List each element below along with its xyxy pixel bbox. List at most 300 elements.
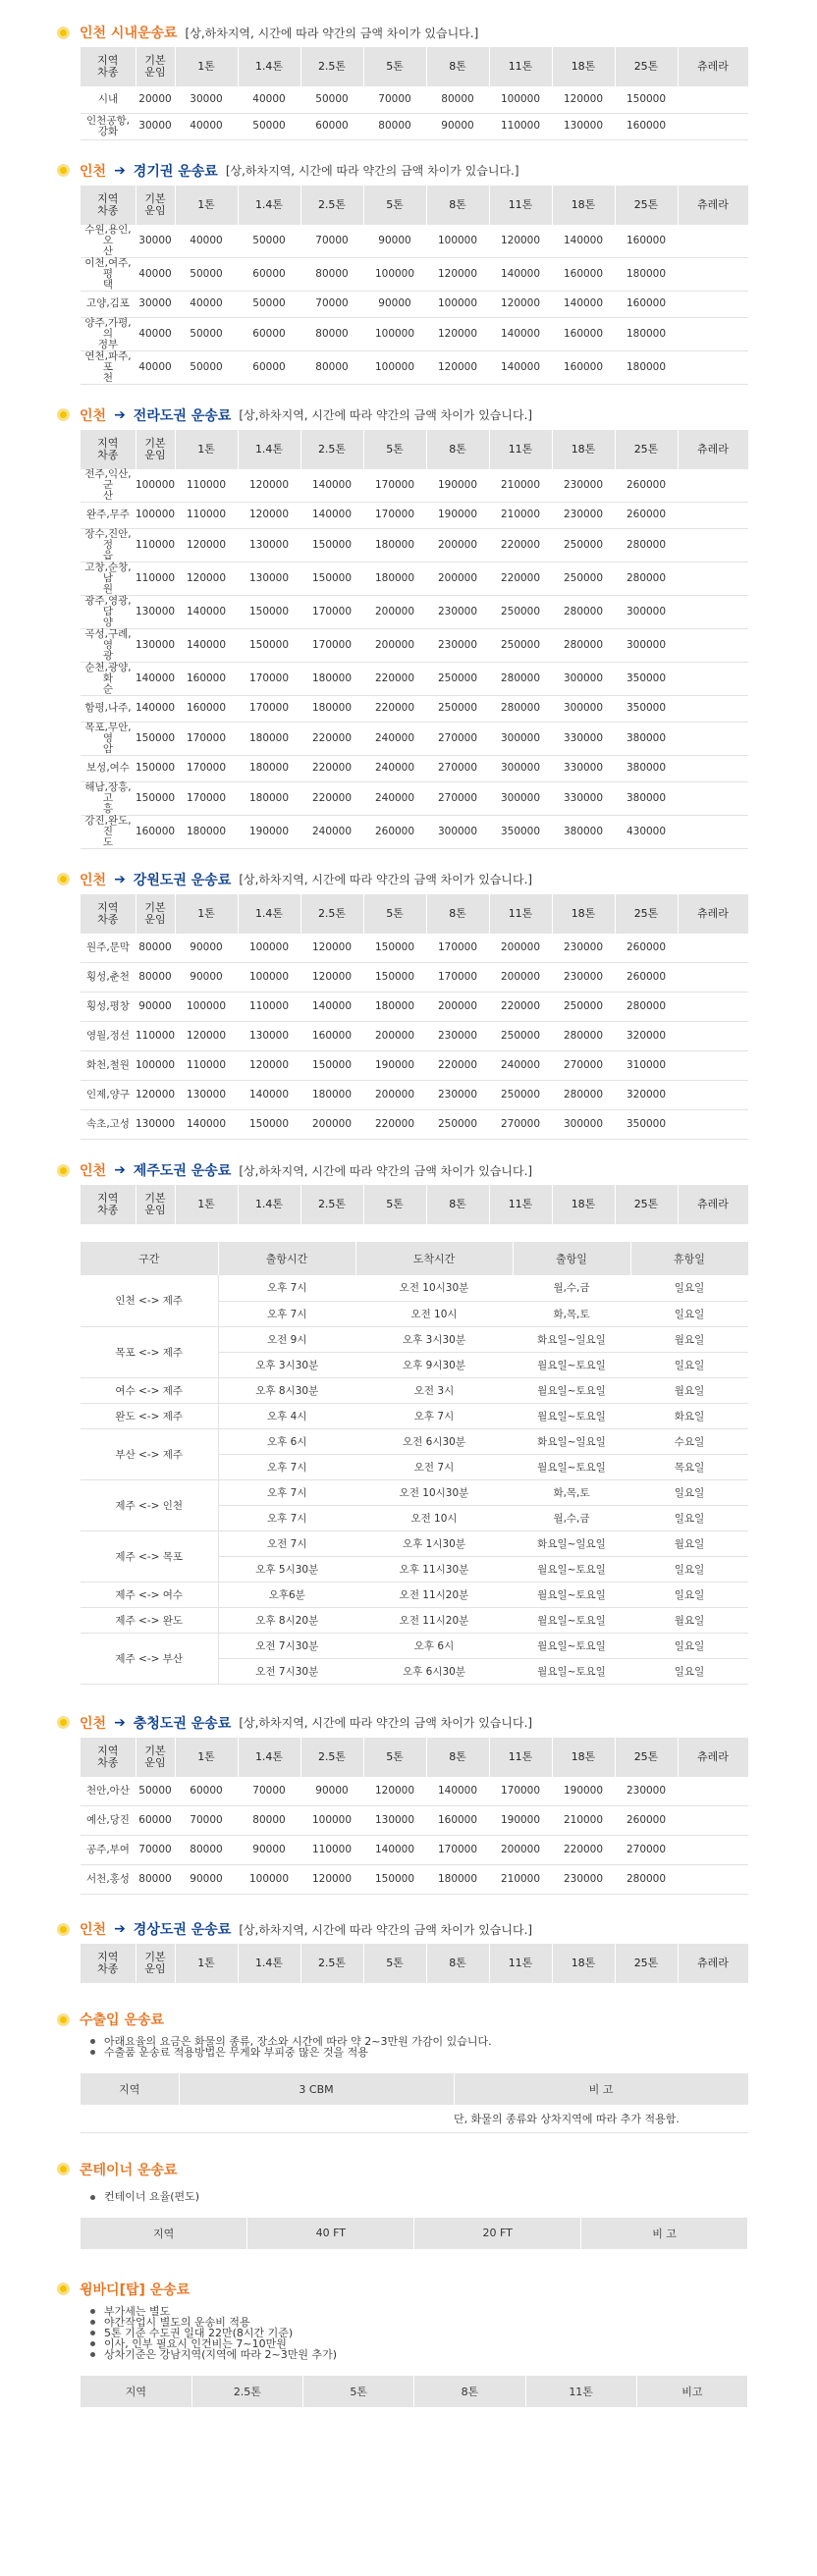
table-row <box>81 350 748 384</box>
fare-cell: 190000 <box>552 1777 615 1806</box>
origin-label: 인천 <box>80 1922 107 1938</box>
arrival-cell: 오전 10시30분 <box>355 1479 513 1505</box>
list-item: 상차기준은 강남지역(지역에 따라 2~3만원 추가) <box>90 2349 817 2360</box>
remark-cell: 단, 화물의 종류와 상차지역에 따라 추가 적용함. <box>454 2105 748 2132</box>
departure-cell: 오전 7시30분 <box>218 1633 355 1658</box>
base-fare-cell: 130000 <box>136 595 175 628</box>
fare-cell: 120000 <box>489 225 552 258</box>
fare-cell: 300000 <box>426 815 489 848</box>
fare-cell: 150000 <box>300 528 363 562</box>
column-header-tonnage: 8톤 <box>426 430 489 469</box>
column-header-base: 기본 운임 <box>136 1944 175 1983</box>
column-header-tonnage: 1톤 <box>175 894 238 934</box>
region-cell: 보성,여수 <box>81 755 136 781</box>
fare-cell <box>678 86 748 113</box>
column-header-base: 기본 운임 <box>136 430 175 469</box>
fare-cell: 140000 <box>175 595 238 628</box>
column-header-region: 지역 차종 <box>81 47 136 86</box>
destination-label: 강원도권 운송료 <box>133 872 232 888</box>
departure-cell: 오후 8시20분 <box>218 1607 355 1633</box>
table-row <box>81 781 748 815</box>
fare-cell: 280000 <box>489 695 552 722</box>
fare-cell: 130000 <box>238 562 300 595</box>
arrival-cell: 오후 1시30분 <box>355 1530 513 1556</box>
fare-cell: 110000 <box>175 469 238 503</box>
column-header-tonnage: 18톤 <box>552 1185 615 1224</box>
fare-cell: 200000 <box>363 595 426 628</box>
table-header-row <box>81 2218 748 2249</box>
fare-cell: 380000 <box>615 755 678 781</box>
fare-cell: 300000 <box>489 755 552 781</box>
fare-cell: 110000 <box>238 993 300 1022</box>
table-header-row <box>81 1242 748 1275</box>
column-header-tonnage: 18톤 <box>552 894 615 934</box>
fare-cell: 90000 <box>363 291 426 317</box>
fare-cell: 50000 <box>238 113 300 139</box>
fare-cell: 170000 <box>175 755 238 781</box>
fare-cell: 170000 <box>238 695 300 722</box>
table-row <box>81 1051 748 1081</box>
table-row <box>81 1110 748 1140</box>
table-row <box>81 225 748 258</box>
region-cell: 장수,진안,정 읍 <box>81 528 136 562</box>
base-fare-cell: 30000 <box>136 113 175 139</box>
fare-cell: 90000 <box>300 1777 363 1806</box>
region-cell: 고창,순창,남 원 <box>81 562 136 595</box>
fare-cell: 140000 <box>175 1110 238 1140</box>
list-item: 아래요율의 요금은 화물의 종류, 장소와 시간에 따라 약 2~3만원 가감이 있습니다. <box>90 2036 817 2047</box>
closed-day-cell: 일요일 <box>630 1275 748 1301</box>
table-cell <box>179 2105 454 2132</box>
rate-table-wrap <box>81 894 748 1141</box>
arrival-cell: 오전 10시30분 <box>355 1275 513 1301</box>
column-header-tonnage: 5톤 <box>363 430 426 469</box>
table-row <box>81 815 748 848</box>
fare-cell: 140000 <box>426 1777 489 1806</box>
arrival-cell: 오전 7시 <box>355 1454 513 1479</box>
fare-cell <box>678 350 748 384</box>
fare-cell: 100000 <box>426 225 489 258</box>
base-fare-cell: 130000 <box>136 1110 175 1140</box>
fare-cell: 120000 <box>426 350 489 384</box>
sailing-days-cell: 월요일~토요일 <box>513 1403 630 1428</box>
fare-cell: 170000 <box>426 934 489 963</box>
table-row <box>81 257 748 291</box>
column-header-tonnage: 25톤 <box>615 186 678 225</box>
notes-list <box>90 2306 817 2360</box>
table-row <box>81 1275 748 1301</box>
column-header-tonnage: 2.5톤 <box>300 186 363 225</box>
fare-cell: 90000 <box>175 1865 238 1895</box>
base-fare-cell: 130000 <box>136 628 175 662</box>
arrival-cell: 오전 3시 <box>355 1377 513 1403</box>
fare-cell: 150000 <box>300 562 363 595</box>
fare-cell: 250000 <box>552 562 615 595</box>
fare-cell: 190000 <box>363 1051 426 1081</box>
section-title <box>57 1708 817 1738</box>
region-cell: 속초,고성 <box>81 1110 136 1140</box>
closed-day-cell: 일요일 <box>630 1479 748 1505</box>
fare-cell: 220000 <box>363 1110 426 1140</box>
rate-table-wrap <box>81 186 748 385</box>
closed-day-cell: 일요일 <box>630 1582 748 1607</box>
fare-cell: 180000 <box>615 317 678 350</box>
fare-cell: 120000 <box>238 1051 300 1081</box>
column-header-tonnage: 1톤 <box>175 430 238 469</box>
table-row <box>81 934 748 963</box>
table-header-row <box>81 1185 748 1224</box>
sailing-days-cell: 월요일~토요일 <box>513 1454 630 1479</box>
ferry-table-wrap <box>81 1242 748 1685</box>
fare-cell: 130000 <box>552 113 615 139</box>
departure-cell: 오후 7시 <box>218 1275 355 1301</box>
table-row <box>81 562 748 595</box>
region-cell: 고양,김포 <box>81 291 136 317</box>
column-header-tonnage: 11톤 <box>489 186 552 225</box>
column-header-tonnage: 5톤 <box>363 1185 426 1224</box>
column-header: 지역 <box>81 2376 191 2407</box>
column-header-tonnage: 11톤 <box>489 47 552 86</box>
fare-cell: 90000 <box>175 963 238 993</box>
fare-cell: 280000 <box>615 562 678 595</box>
arrow-right-icon: ➔ <box>114 1714 126 1731</box>
fare-cell: 140000 <box>552 225 615 258</box>
column-header-tonnage: 1.4톤 <box>238 1185 300 1224</box>
fare-cell: 160000 <box>300 1022 363 1051</box>
fare-cell: 140000 <box>300 502 363 528</box>
fare-cell: 200000 <box>489 963 552 993</box>
departure-cell: 오후 7시 <box>218 1454 355 1479</box>
fare-cell: 260000 <box>615 934 678 963</box>
fare-cell: 130000 <box>238 528 300 562</box>
section-title <box>57 2275 817 2304</box>
table-row <box>81 1403 748 1428</box>
fare-cell: 40000 <box>175 225 238 258</box>
fare-cell: 110000 <box>300 1836 363 1865</box>
fare-cell: 270000 <box>552 1051 615 1081</box>
circle-bullet-icon <box>57 2013 70 2026</box>
section-title <box>57 865 817 894</box>
section-container <box>57 2155 817 2249</box>
fare-cell: 200000 <box>426 528 489 562</box>
fare-cell: 230000 <box>552 934 615 963</box>
base-fare-cell: 100000 <box>136 1051 175 1081</box>
table-header-row <box>81 2376 748 2407</box>
fare-cell: 230000 <box>552 963 615 993</box>
sailing-days-cell: 화요일~일요일 <box>513 1428 630 1454</box>
rate-table-wrap <box>81 1185 748 1224</box>
sailing-days-cell: 월요일~토요일 <box>513 1633 630 1658</box>
column-header-tonnage: 2.5톤 <box>300 1944 363 1983</box>
column-header: 11톤 <box>525 2376 636 2407</box>
fare-cell: 280000 <box>615 993 678 1022</box>
closed-day-cell: 일요일 <box>630 1633 748 1658</box>
price-variance-note: [상,하차지역, 시간에 따라 약간의 금액 차이가 있습니다.] <box>185 26 479 40</box>
fare-cell: 210000 <box>552 1806 615 1836</box>
fare-cell: 170000 <box>363 469 426 503</box>
region-cell: 천안,아산 <box>81 1777 136 1806</box>
base-fare-cell: 80000 <box>136 934 175 963</box>
column-header-base: 기본 운임 <box>136 47 175 86</box>
circle-bullet-icon <box>57 2163 70 2175</box>
fare-cell <box>678 595 748 628</box>
column-header: 40 FT <box>247 2218 414 2249</box>
region-cell: 양주,가평,의 정부 <box>81 317 136 350</box>
section-heading: 콘테이너 운송료 <box>80 2162 178 2178</box>
fare-cell: 230000 <box>552 469 615 503</box>
base-fare-cell: 80000 <box>136 1865 175 1895</box>
base-fare-cell: 150000 <box>136 781 175 815</box>
column-header: 5톤 <box>303 2376 414 2407</box>
route-cell: 여수 <-> 제주 <box>81 1377 218 1403</box>
fare-cell: 270000 <box>489 1110 552 1140</box>
fare-cell <box>678 291 748 317</box>
column-header-region: 지역 차종 <box>81 1944 136 1983</box>
table-row <box>81 1806 748 1836</box>
table-header-row <box>81 1738 748 1777</box>
fare-cell: 40000 <box>175 291 238 317</box>
fare-cell: 230000 <box>426 1081 489 1110</box>
table-row <box>81 86 748 113</box>
table-row <box>81 317 748 350</box>
route-cell: 완도 <-> 제주 <box>81 1403 218 1428</box>
column-header-tonnage: 25톤 <box>615 430 678 469</box>
column-header-tonnage: 1톤 <box>175 1738 238 1777</box>
column-header-tonnage: 18톤 <box>552 1944 615 1983</box>
base-fare-cell: 110000 <box>136 1022 175 1051</box>
region-cell: 강진,완도,진 도 <box>81 815 136 848</box>
fare-cell: 90000 <box>238 1836 300 1865</box>
fare-cell: 280000 <box>615 528 678 562</box>
fare-cell: 300000 <box>552 662 615 695</box>
table-row <box>81 1479 748 1505</box>
fare-cell <box>678 755 748 781</box>
arrival-cell: 오전 6시30분 <box>355 1428 513 1454</box>
fare-cell: 90000 <box>426 113 489 139</box>
fare-cell <box>678 1051 748 1081</box>
fare-cell: 80000 <box>175 1836 238 1865</box>
closed-day-cell: 수요일 <box>630 1428 748 1454</box>
fare-cell: 380000 <box>615 722 678 755</box>
column-header-tonnage: 25톤 <box>615 894 678 934</box>
notes-list <box>90 2036 817 2058</box>
section-title <box>57 1914 817 1944</box>
fare-cell: 210000 <box>489 469 552 503</box>
region-cell: 원주,문막 <box>81 934 136 963</box>
column-header-region: 지역 차종 <box>81 1185 136 1224</box>
rate-table <box>81 1738 749 1896</box>
fare-cell <box>678 815 748 848</box>
fare-cell: 50000 <box>238 291 300 317</box>
column-header: 2.5톤 <box>191 2376 302 2407</box>
fare-cell: 310000 <box>615 1051 678 1081</box>
base-fare-cell: 30000 <box>136 291 175 317</box>
fare-cell: 210000 <box>489 502 552 528</box>
fare-cell: 180000 <box>615 350 678 384</box>
sailing-days-cell: 월요일~토요일 <box>513 1658 630 1684</box>
section-gangwon <box>57 865 817 1141</box>
fare-cell: 280000 <box>615 1865 678 1895</box>
fare-cell: 320000 <box>615 1081 678 1110</box>
section-title <box>57 2155 817 2184</box>
table-row <box>81 1633 748 1658</box>
fare-cell: 140000 <box>300 469 363 503</box>
column-header-tonnage: 1톤 <box>175 1185 238 1224</box>
fare-cell: 120000 <box>300 1865 363 1895</box>
fare-cell: 280000 <box>552 595 615 628</box>
fare-cell: 170000 <box>363 502 426 528</box>
sailing-days-cell: 월요일~토요일 <box>513 1607 630 1633</box>
closed-day-cell: 목요일 <box>630 1454 748 1479</box>
fare-cell: 100000 <box>363 350 426 384</box>
table-row <box>81 502 748 528</box>
fare-cell: 120000 <box>175 528 238 562</box>
fare-cell: 200000 <box>363 1081 426 1110</box>
fare-cell: 180000 <box>238 722 300 755</box>
fare-cell: 270000 <box>426 722 489 755</box>
column-header: 구간 <box>81 1242 218 1275</box>
fare-cell: 50000 <box>175 257 238 291</box>
column-header-tonnage: 8톤 <box>426 1944 489 1983</box>
fare-cell: 280000 <box>489 662 552 695</box>
column-header: 3 CBM <box>179 2073 454 2105</box>
region-cell: 화천,철원 <box>81 1051 136 1081</box>
closed-day-cell: 월요일 <box>630 1377 748 1403</box>
arrow-right-icon: ➔ <box>114 1921 126 1937</box>
fare-cell: 120000 <box>489 291 552 317</box>
table-row <box>81 755 748 781</box>
region-cell: 해남,장흥,고 흥 <box>81 781 136 815</box>
fare-cell: 230000 <box>552 502 615 528</box>
fare-cell: 70000 <box>300 291 363 317</box>
fare-cell: 300000 <box>615 628 678 662</box>
fare-cell: 190000 <box>238 815 300 848</box>
fare-cell: 160000 <box>615 113 678 139</box>
column-header-tonnage: 18톤 <box>552 47 615 86</box>
fare-cell: 220000 <box>426 1051 489 1081</box>
list-item: 이사, 인부 필요시 인건비는 7~10만원 <box>90 2338 817 2349</box>
region-cell: 인제,양구 <box>81 1081 136 1110</box>
fare-cell: 220000 <box>300 781 363 815</box>
fare-cell: 320000 <box>615 1022 678 1051</box>
fare-cell: 220000 <box>489 993 552 1022</box>
table-header-row <box>81 1944 748 1983</box>
region-cell: 완주,무주 <box>81 502 136 528</box>
fare-cell: 120000 <box>426 257 489 291</box>
fare-cell: 60000 <box>238 350 300 384</box>
fare-cell <box>678 1081 748 1110</box>
fare-cell: 240000 <box>363 781 426 815</box>
fare-cell: 200000 <box>363 1022 426 1051</box>
section-heading: 수출입 운송료 <box>80 2012 165 2028</box>
column-header: 도착시간 <box>355 1242 513 1275</box>
fare-cell: 180000 <box>615 257 678 291</box>
fare-cell: 260000 <box>615 1806 678 1836</box>
column-header: 20 FT <box>414 2218 581 2249</box>
fare-cell <box>678 1865 748 1895</box>
section-heading: 인천 시내운송료 <box>80 26 178 41</box>
column-header-base: 기본 운임 <box>136 1185 175 1224</box>
fare-cell: 180000 <box>363 528 426 562</box>
fare-cell: 200000 <box>489 934 552 963</box>
fare-cell: 220000 <box>489 562 552 595</box>
fare-cell <box>678 502 748 528</box>
region-cell: 영월,정선 <box>81 1022 136 1051</box>
fare-cell: 170000 <box>426 963 489 993</box>
fare-cell: 270000 <box>426 755 489 781</box>
fare-cell: 280000 <box>552 1081 615 1110</box>
fare-cell: 50000 <box>175 350 238 384</box>
base-fare-cell: 40000 <box>136 350 175 384</box>
fare-cell: 60000 <box>238 257 300 291</box>
arrow-right-icon: ➔ <box>114 1162 126 1178</box>
table-row <box>81 595 748 628</box>
column-header-tonnage: 1.4톤 <box>238 1738 300 1777</box>
container-table <box>81 2218 748 2249</box>
fare-cell: 270000 <box>615 1836 678 1865</box>
table-row <box>81 722 748 755</box>
column-header-tonnage: 11톤 <box>489 1185 552 1224</box>
fare-cell: 120000 <box>300 963 363 993</box>
fare-cell: 350000 <box>615 695 678 722</box>
rate-table <box>81 186 749 385</box>
column-header-tonnage: 1.4톤 <box>238 430 300 469</box>
departure-cell: 오후 7시 <box>218 1301 355 1326</box>
fare-cell: 330000 <box>552 722 615 755</box>
column-header-tonnage: 8톤 <box>426 47 489 86</box>
fare-cell: 170000 <box>238 662 300 695</box>
sailing-days-cell: 화요일~일요일 <box>513 1530 630 1556</box>
fare-cell: 240000 <box>300 815 363 848</box>
fare-cell <box>678 628 748 662</box>
fare-cell: 100000 <box>363 317 426 350</box>
column-header-region: 지역 차종 <box>81 186 136 225</box>
fare-cell: 90000 <box>175 934 238 963</box>
closed-day-cell: 월요일 <box>630 1326 748 1352</box>
closed-day-cell: 일요일 <box>630 1352 748 1377</box>
fare-cell <box>678 1836 748 1865</box>
departure-cell: 오후 6시 <box>218 1428 355 1454</box>
closed-day-cell: 월요일 <box>630 1530 748 1556</box>
fare-cell: 330000 <box>552 755 615 781</box>
fare-cell: 250000 <box>552 993 615 1022</box>
column-header-tonnage: 츄레라 <box>678 430 748 469</box>
column-header-tonnage: 츄레라 <box>678 894 748 934</box>
column-header-tonnage: 5톤 <box>363 1738 426 1777</box>
origin-label: 인천 <box>80 407 107 424</box>
column-header-region: 지역 차종 <box>81 430 136 469</box>
fare-cell: 70000 <box>238 1777 300 1806</box>
circle-bullet-icon <box>57 873 70 886</box>
fare-cell: 220000 <box>300 722 363 755</box>
column-header-tonnage: 2.5톤 <box>300 47 363 86</box>
sailing-days-cell: 월요일~토요일 <box>513 1582 630 1607</box>
fare-cell: 140000 <box>300 993 363 1022</box>
container-table-wrap <box>81 2218 748 2249</box>
fare-cell: 140000 <box>175 628 238 662</box>
table-header-row <box>81 2073 748 2105</box>
column-header-tonnage: 18톤 <box>552 186 615 225</box>
table-header-row <box>81 47 748 86</box>
destination-label: 제주도권 운송료 <box>133 1163 232 1179</box>
column-header-region: 지역 차종 <box>81 894 136 934</box>
base-fare-cell: 20000 <box>136 86 175 113</box>
fare-cell: 160000 <box>175 662 238 695</box>
fare-cell: 150000 <box>363 1865 426 1895</box>
section-title <box>57 401 817 430</box>
fare-cell: 230000 <box>552 1865 615 1895</box>
table-row <box>81 1377 748 1403</box>
